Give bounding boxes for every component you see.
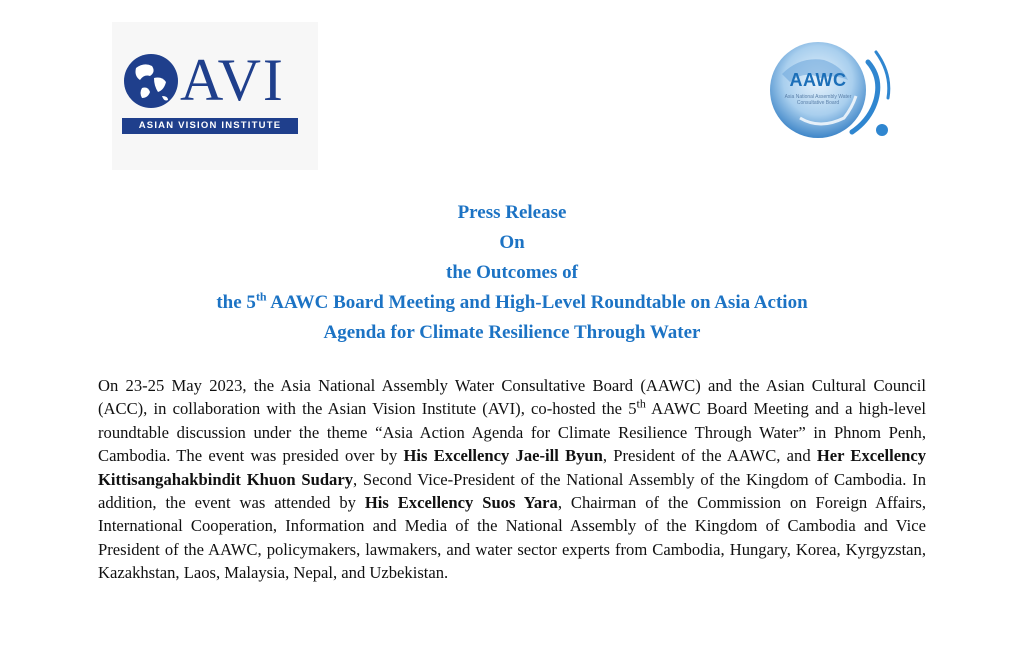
body-text-5: , Chairman of the Commission on Foreign Affairs, International Cooperation, Information and Media of the National Assembly of the Kingdom of Cambodia and Vice President of the AAWC, policymakers, lawmakers, and water sector experts from Cambodia, Hungary, Korea, Kyrgyzstan, Kazakhstan, Laos, Malaysia, Nepal, and Uzbekistan. [98, 493, 926, 583]
person-name-2: Her Excellency Kittisangahakbindit Khuon Sudary [98, 446, 926, 489]
title-line-4 [0, 288, 1024, 318]
body-text-3: , President of the AAWC, and [602, 446, 817, 466]
avi-wordmark: AVI [180, 47, 285, 113]
body-text-2: AAWC Board Meeting and a high-level roundtable discussion under the theme “Asia Action Agenda for Climate Resilience Through Water” in Phnom Penh, Cambodia. The event was presided over by [98, 399, 927, 466]
body-text-1: On 23-25 May 2023, the Asia National Assembly Water Consultative Board (AAWC) and the Asian Cultural Council (ACC), in collaboration with the Asian Vision Institute (AVI), co-hosted the 5 [98, 376, 926, 419]
body-paragraph [98, 374, 926, 585]
title-line-3: the Outcomes of [446, 262, 578, 283]
title-line-4-post: AAWC Board Meeting and High-Level Roundtable on Asia Action [266, 292, 808, 313]
title-line-2: On [499, 232, 525, 253]
aawc-logo [760, 34, 900, 154]
globe-icon [122, 52, 180, 110]
title-line-5: Agenda for Climate Resilience Through Water [323, 322, 701, 343]
avi-logo [112, 22, 318, 170]
press-release-title [0, 198, 1024, 348]
body-text-4: , Second Vice-President of the National Assembly of the Kingdom of Cambodia. In addition, the event was attended by [98, 469, 926, 513]
person-name-3: His Excellency Suos Yara [364, 493, 558, 513]
title-line-1: Press Release [457, 202, 567, 223]
aawc-subtitle: Asia National Assembly Water Consultative Board [784, 94, 852, 106]
avi-tagline: ASIAN VISION INSTITUTE [122, 118, 298, 134]
aawc-wordmark: AAWC [789, 70, 847, 90]
person-name-1: His Excellency Jae-ill Byun [403, 446, 603, 466]
title-line-4-sup: th [255, 289, 267, 304]
body-sup: th [636, 396, 646, 411]
title-line-4-pre: the 5 [216, 292, 256, 313]
